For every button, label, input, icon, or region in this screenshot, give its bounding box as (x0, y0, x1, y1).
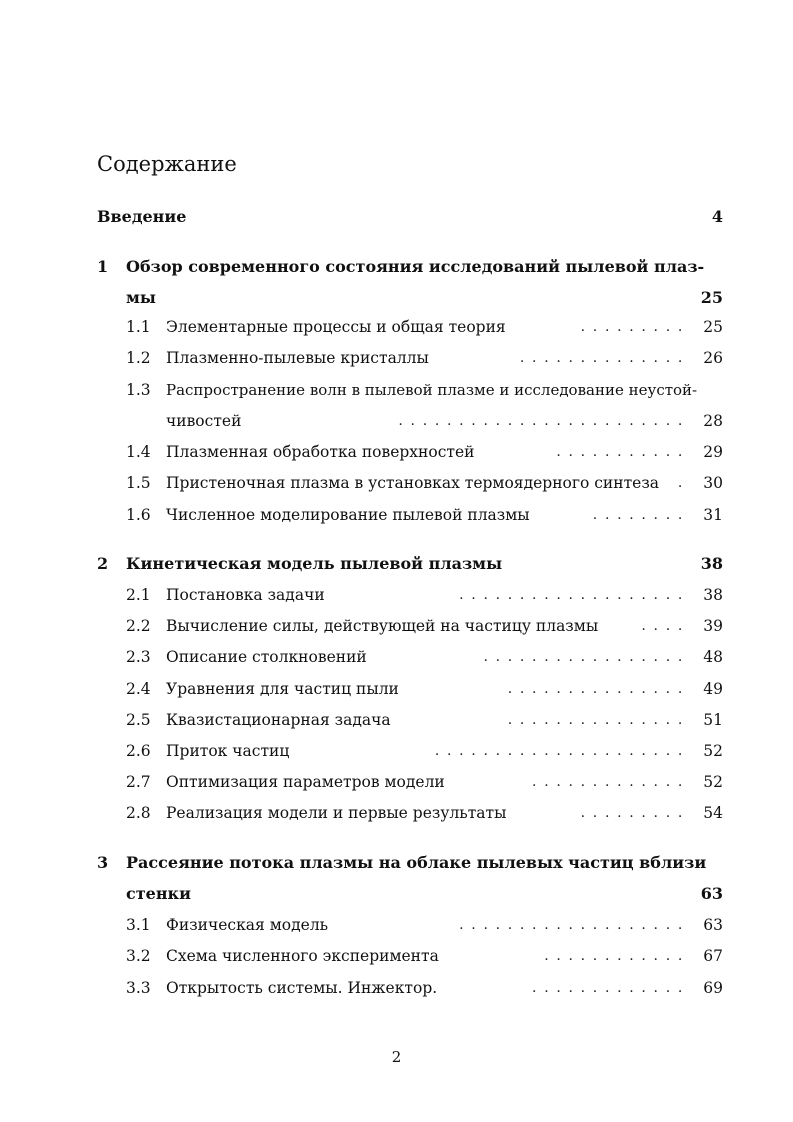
leader-dots: ............. (532, 774, 690, 790)
section-label: Плазменно-пылевые кристаллы (166, 349, 429, 367)
section-number: 2.6 (126, 742, 151, 760)
toc-chapter-1[interactable] (0, 252, 793, 280)
section-page: 52 (703, 742, 723, 760)
toc-section-1-3[interactable] (0, 376, 793, 404)
page-number: 2 (391, 1048, 402, 1066)
section-page: 63 (703, 916, 723, 934)
section-label: Реализация модели и первые результаты (166, 804, 507, 822)
chapter-title-line1: Рассеяние потока плазмы на облаке пылевых частиц вблизи (126, 852, 707, 872)
leader-dots: ........ (592, 507, 690, 523)
toc-section-3-3[interactable] (0, 974, 793, 1002)
chapter-title-line2: мы (126, 287, 156, 307)
leader-dots: ................... (459, 587, 690, 603)
leader-dots: ..................... (434, 743, 690, 759)
toc-section-1-4[interactable] (0, 438, 793, 466)
toc-section-1-1[interactable] (0, 313, 793, 341)
leader-dots: ........... (556, 444, 690, 460)
section-number: 2.4 (126, 680, 151, 698)
section-label: Элементарные процессы и общая теория (166, 318, 506, 336)
toc-chapter-3-cont[interactable] (0, 879, 793, 907)
leader-dots: ............. (532, 980, 690, 996)
section-page: 51 (703, 711, 723, 729)
section-page: 31 (703, 506, 723, 524)
chapter-page: 25 (700, 287, 723, 307)
section-number: 1.1 (126, 318, 151, 336)
section-page: 69 (703, 979, 723, 997)
intro-page: 4 (711, 206, 723, 226)
section-number: 2.5 (126, 711, 151, 729)
section-page: 52 (703, 773, 723, 791)
toc-section-2-1[interactable] (0, 581, 793, 609)
toc-section-1-5[interactable] (0, 469, 793, 497)
leader-dots: .... (641, 618, 690, 634)
section-label: Распространение волн в пылевой плазме и исследование неустой- (166, 381, 698, 399)
toc-chapter-2[interactable] (0, 549, 793, 577)
section-number: 3.3 (126, 979, 151, 997)
section-number: 1.3 (126, 381, 151, 399)
leader-dots: ............... (507, 681, 690, 697)
section-number: 3.1 (126, 916, 151, 934)
section-label: Вычисление силы, действующей на частицу плазмы (166, 617, 599, 635)
section-page: 26 (703, 349, 723, 367)
section-label: Приток частиц (166, 742, 290, 760)
section-label: Схема численного эксперимента (166, 947, 439, 965)
section-page: 67 (703, 947, 723, 965)
toc-entry-intro[interactable] (0, 202, 793, 230)
leader-dots: . (677, 475, 690, 491)
section-page: 25 (703, 318, 723, 336)
section-number: 3.2 (126, 947, 151, 965)
section-page: 38 (703, 586, 723, 604)
section-label: Физическая модель (166, 916, 329, 934)
leader-dots: ............... (507, 712, 690, 728)
chapter-number: 1 (97, 256, 109, 276)
chapter-page: 38 (700, 553, 723, 573)
section-page: 49 (703, 680, 723, 698)
section-number: 2.1 (126, 586, 151, 604)
toc-section-2-2[interactable] (0, 612, 793, 640)
chapter-number: 2 (97, 553, 109, 573)
section-number: 1.6 (126, 506, 151, 524)
section-label: Плазменная обработка поверхностей (166, 443, 475, 461)
chapter-title: Кинетическая модель пылевой плазмы (126, 553, 503, 573)
toc-section-2-4[interactable] (0, 675, 793, 703)
leader-dots: ......... (580, 319, 690, 335)
section-page: 29 (703, 443, 723, 461)
toc-section-3-2[interactable] (0, 942, 793, 970)
section-number: 2.2 (126, 617, 151, 635)
section-number: 2.8 (126, 804, 151, 822)
section-label: Квазистационарная задача (166, 711, 391, 729)
chapter-title-line1: Обзор современного состояния исследований пылевой плаз- (126, 256, 705, 276)
section-page: 30 (703, 474, 723, 492)
toc-title: Содержание (97, 152, 237, 176)
section-label: Численное моделирование пылевой плазмы (166, 506, 530, 524)
section-number: 2.3 (126, 648, 151, 666)
section-label: Уравнения для частиц пыли (166, 680, 399, 698)
section-page: 48 (703, 648, 723, 666)
leader-dots: ............ (544, 948, 690, 964)
toc-section-1-6[interactable] (0, 501, 793, 529)
section-number: 2.7 (126, 773, 151, 791)
section-number: 1.5 (126, 474, 151, 492)
toc-chapter-1-cont[interactable] (0, 283, 793, 311)
section-label: Постановка задачи (166, 586, 325, 604)
section-page: 54 (703, 804, 723, 822)
toc-section-1-3-cont[interactable] (0, 407, 793, 435)
section-label: Открытость системы. Инжектор. (166, 979, 438, 997)
intro-label: Введение (97, 206, 187, 226)
section-page: 39 (703, 617, 723, 635)
toc-section-2-8[interactable] (0, 799, 793, 827)
section-page: 28 (703, 412, 723, 430)
section-label-cont: чивостей (166, 412, 242, 430)
toc-section-1-2[interactable] (0, 344, 793, 372)
leader-dots: ................. (483, 649, 690, 665)
toc-section-2-7[interactable] (0, 768, 793, 796)
toc-chapter-3[interactable] (0, 848, 793, 876)
section-number: 1.2 (126, 349, 151, 367)
leader-dots: ......... (580, 805, 690, 821)
leader-dots: ........................ (398, 413, 690, 429)
section-number: 1.4 (126, 443, 151, 461)
toc-section-2-6[interactable] (0, 737, 793, 765)
toc-section-2-5[interactable] (0, 706, 793, 734)
toc-section-3-1[interactable] (0, 911, 793, 939)
section-label: Описание столкновений (166, 648, 367, 666)
section-label: Пристеночная плазма в установках термоядерного синтеза (166, 474, 660, 492)
leader-dots: .............. (519, 350, 690, 366)
leader-dots: ................... (459, 917, 690, 933)
chapter-page: 63 (700, 883, 723, 903)
section-label: Оптимизация параметров модели (166, 773, 445, 791)
toc-section-2-3[interactable] (0, 643, 793, 671)
chapter-number: 3 (97, 852, 109, 872)
chapter-title-line2: стенки (126, 883, 191, 903)
